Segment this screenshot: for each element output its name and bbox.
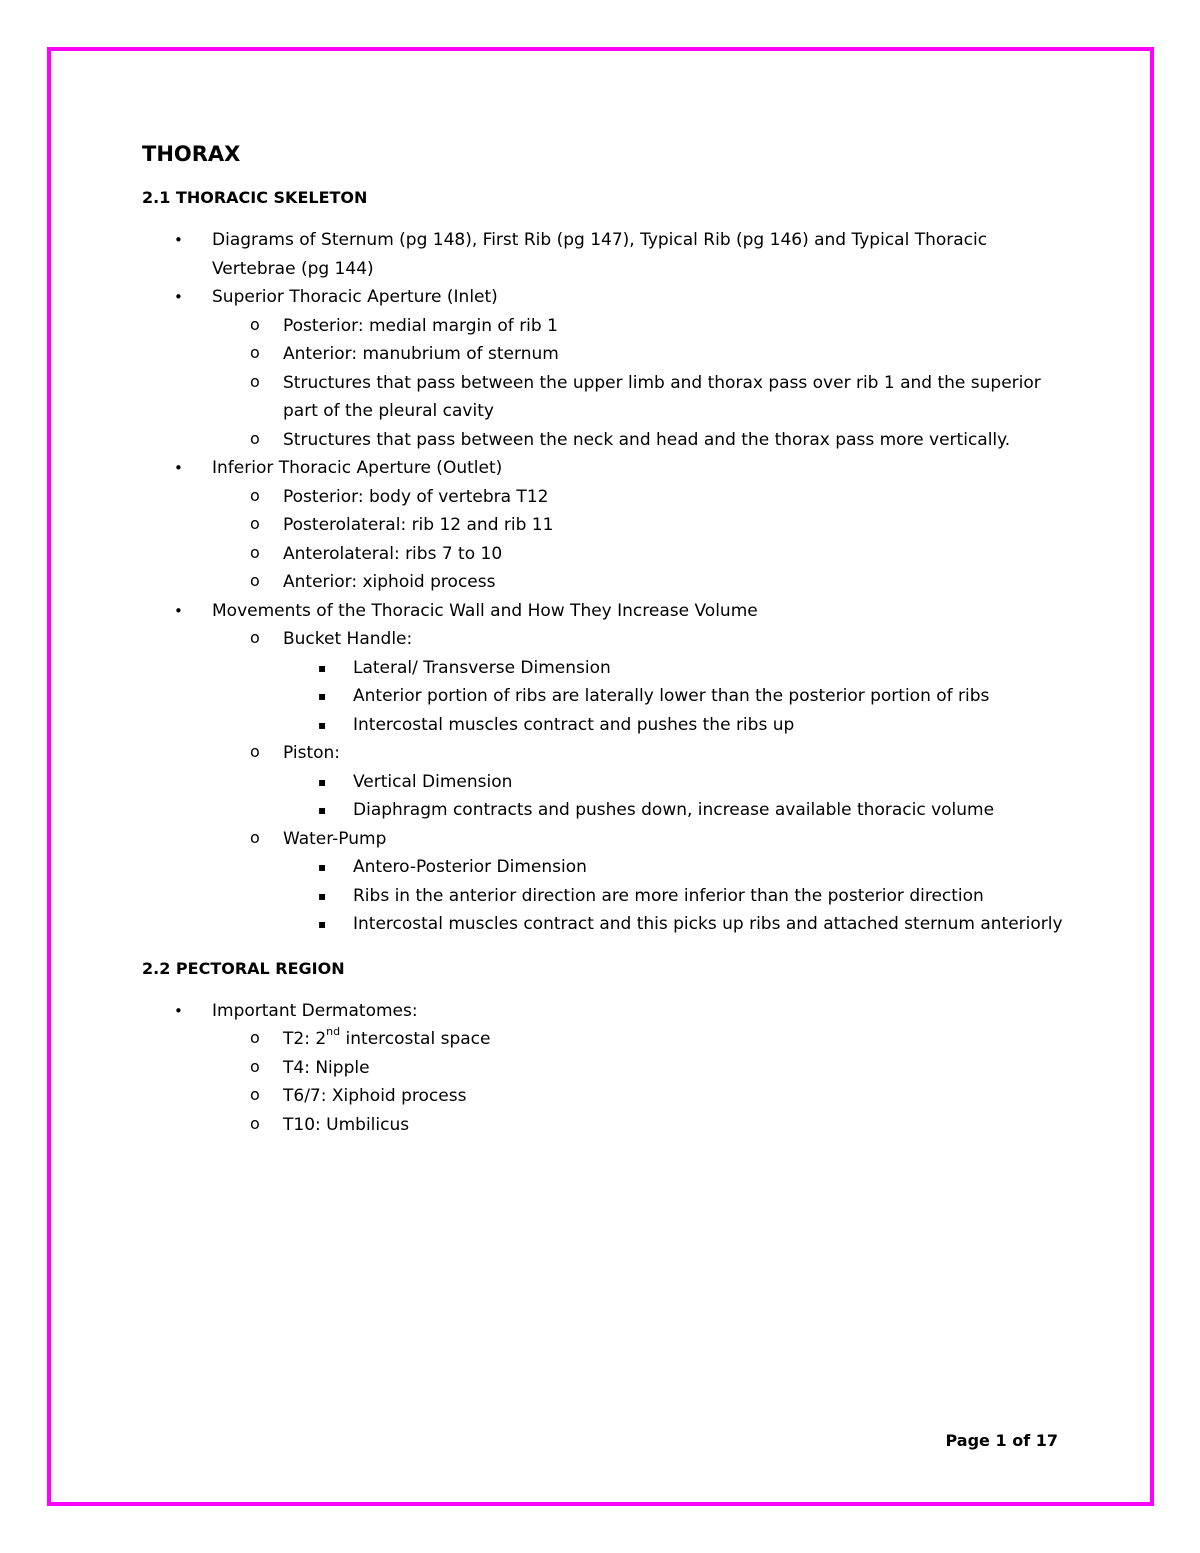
page-number-footer [946, 1431, 1059, 1450]
sub-list-item-text: T2: 2 [283, 1029, 327, 1049]
page-current: 1 [995, 1431, 1007, 1450]
circle-bullet-icon: o [250, 1056, 260, 1076]
nested-list-item-text: Antero-Posterior Dimension [353, 857, 587, 877]
sub-list-item-text: Bucket Handle: [283, 629, 413, 649]
nested-list-item-text: Lateral/ Transverse Dimension [353, 657, 611, 678]
sub-list-item-text: Water-Pump [283, 828, 387, 849]
sub-list-item [142, 369, 1072, 426]
square-bullet-icon: ▪ [318, 917, 327, 931]
sub-list-item-text: Posterior: medial margin of rib 1 [283, 315, 558, 336]
nested-list-item [142, 682, 1072, 711]
sub-list-item [142, 625, 1072, 739]
list-item-text: Important Dermatomes: [212, 1000, 418, 1021]
nested-sub-list [283, 654, 1072, 740]
sub-list-item-text: T6/7: Xiphoid process [283, 1086, 467, 1106]
list-item [142, 226, 1072, 283]
circle-bullet-icon: o [250, 1085, 260, 1104]
circle-bullet-icon: o [250, 371, 260, 391]
circle-bullet-icon: o [250, 514, 260, 533]
section-heading: 2.1 THORACIC SKELETON [142, 188, 368, 207]
bullet-icon: • [174, 459, 183, 477]
nested-list-item [142, 910, 1072, 939]
list-item-text: Inferior Thoracic Aperture (Outlet) [212, 458, 503, 478]
list-item-text: Superior Thoracic Aperture (Inlet) [212, 287, 498, 307]
circle-bullet-icon: o [250, 827, 260, 847]
list-item [142, 597, 1072, 939]
page-total: 17 [1035, 1431, 1058, 1450]
sub-list [212, 483, 1072, 597]
sub-list-item [142, 511, 1072, 540]
circle-bullet-icon: o [250, 314, 260, 334]
square-bullet-icon: ▪ [318, 803, 327, 817]
list-item [142, 454, 1072, 597]
square-bullet-icon: ▪ [318, 888, 327, 903]
nested-list-item [142, 882, 1072, 911]
sub-list-item-text: Anterior: manubrium of sternum [283, 344, 559, 364]
nested-list-item [142, 768, 1072, 797]
sub-list-item [142, 426, 1072, 455]
sub-list-item [142, 1082, 1072, 1111]
list-item-text: Movements of the Thoracic Wall and How They Increase Volume [212, 600, 758, 621]
bullet-icon: • [174, 288, 183, 306]
document-content [142, 140, 1072, 1151]
nested-list-item-text: Intercostal muscles contract and this picks up ribs and attached sternum anteriorly [353, 914, 1063, 934]
superscript-text: nd [326, 1025, 341, 1039]
nested-list-item [142, 654, 1072, 683]
section-heading: 2.2 PECTORAL REGION [142, 958, 345, 978]
nested-list-item-text: Intercostal muscles contract and pushes the ribs up [353, 714, 795, 735]
bullet-icon: • [174, 1001, 183, 1020]
nested-list-item [142, 711, 1072, 740]
square-bullet-icon: ▪ [318, 717, 327, 732]
nested-list-item [142, 853, 1072, 882]
bullet-list [142, 997, 1072, 1140]
square-bullet-icon: ▪ [318, 660, 327, 675]
square-bullet-icon: ▪ [318, 774, 327, 789]
sub-list-item [142, 312, 1072, 341]
list-item-text: Diagrams of Sternum (pg 148), First Rib (pg 147), Typical Rib (pg 146) and Typical Thoracic Vertebrae (pg 144) [212, 230, 988, 279]
sub-list-item-text: Anterior: xiphoid process [283, 572, 496, 592]
bullet-list [142, 226, 1072, 939]
sub-list-item-text: Posterolateral: rib 12 and rib 11 [283, 515, 554, 535]
sub-list-item [142, 825, 1072, 939]
of-label: of [1012, 1431, 1031, 1450]
circle-bullet-icon: o [250, 1028, 260, 1047]
nested-list-item-text: Ribs in the anterior direction are more inferior than the posterior direction [353, 885, 984, 906]
sub-list-item-text: Structures that pass between the upper limb and thorax pass over rib 1 and the superior part of the pleural cavity [283, 372, 1041, 421]
circle-bullet-icon: o [250, 542, 260, 562]
list-item [142, 997, 1072, 1140]
circle-bullet-icon: o [250, 343, 260, 362]
sub-list-item [142, 1025, 1072, 1054]
sub-list-item-text: Anterolateral: ribs 7 to 10 [283, 543, 503, 564]
document-title: THORAX [142, 142, 241, 166]
nested-list-item-text: Anterior portion of ribs are laterally lower than the posterior portion of ribs [353, 686, 990, 706]
sub-list-item-text: T4: Nipple [283, 1057, 370, 1078]
sub-list [212, 625, 1072, 939]
sub-list-item-text: Posterior: body of vertebra T12 [283, 486, 549, 507]
circle-bullet-icon: o [250, 571, 260, 590]
nested-list-item [142, 796, 1072, 825]
circle-bullet-icon: o [250, 428, 260, 448]
sub-list-item [142, 540, 1072, 569]
nested-sub-list [283, 853, 1072, 939]
circle-bullet-icon: o [250, 628, 260, 647]
bullet-icon: • [174, 601, 183, 620]
circle-bullet-icon: o [250, 485, 260, 505]
sub-list-item [142, 340, 1072, 369]
sub-list-item [142, 483, 1072, 512]
document-sections [142, 186, 1072, 1139]
circle-bullet-icon: o [250, 1113, 260, 1133]
circle-bullet-icon: o [250, 742, 260, 761]
bullet-icon: • [174, 231, 183, 249]
square-bullet-icon: ▪ [318, 860, 327, 874]
sub-list-item-text: T10: Umbilicus [283, 1114, 410, 1135]
square-bullet-icon: ▪ [318, 689, 327, 703]
sub-list-item-text: Piston: [283, 743, 341, 763]
page-label: Page [945, 1431, 990, 1450]
sub-list-item-text-suffix: intercostal space [340, 1029, 491, 1049]
list-item [142, 283, 1072, 454]
sub-list [212, 1025, 1072, 1139]
sub-list [212, 312, 1072, 455]
nested-sub-list [283, 768, 1072, 825]
sub-list-item [142, 1111, 1072, 1140]
sub-list-item [142, 1054, 1072, 1083]
nested-list-item-text: Diaphragm contracts and pushes down, increase available thoracic volume [353, 800, 995, 820]
nested-list-item-text: Vertical Dimension [353, 771, 513, 792]
sub-list-item [142, 568, 1072, 597]
sub-list-item [142, 739, 1072, 825]
sub-list-item-text: Structures that pass between the neck and head and the thorax pass more vertically. [283, 429, 1011, 450]
